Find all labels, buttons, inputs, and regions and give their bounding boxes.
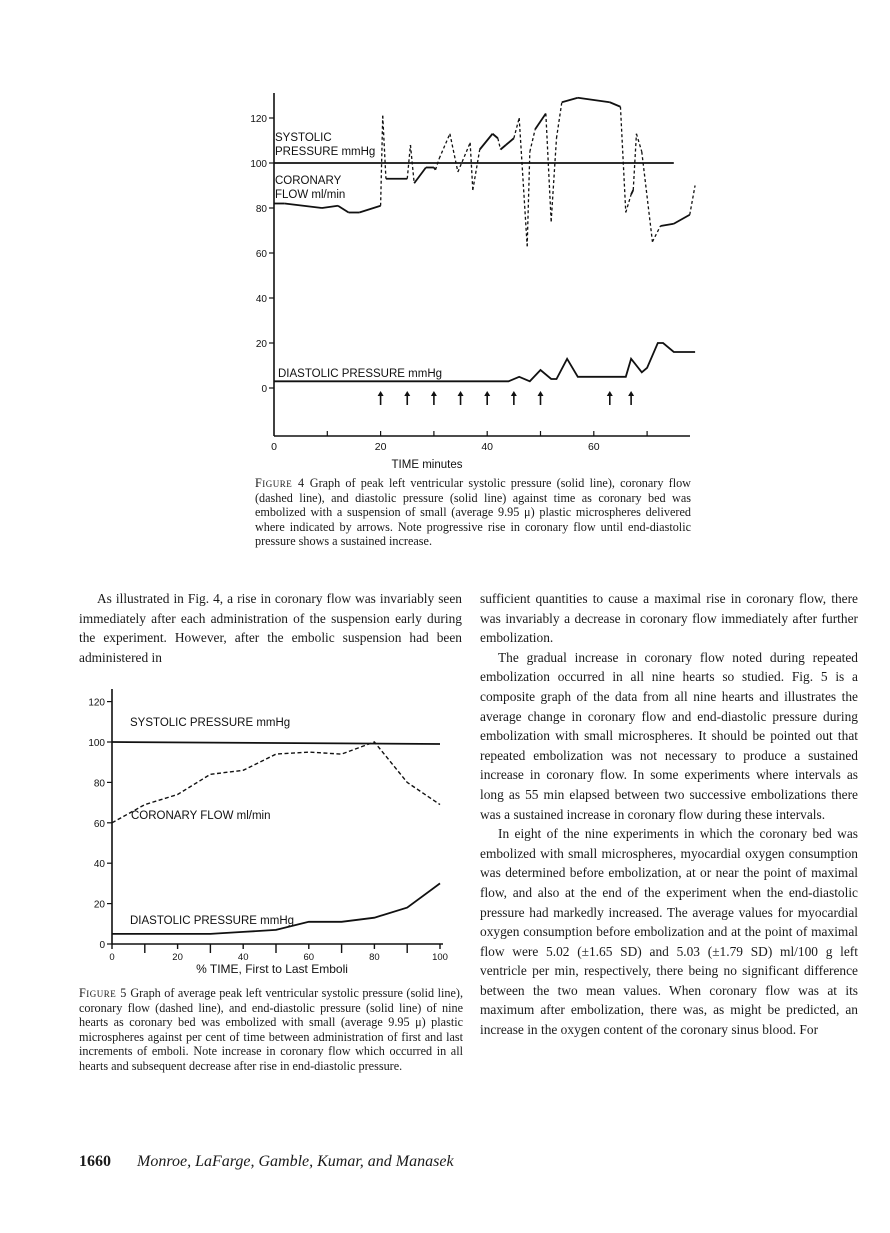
- coronary-flow-segment: [414, 168, 426, 184]
- left-paragraph-1: As illustrated in Fig. 4, a rise in coronary flow was invariably seen immediately after each administration of the suspension early during the experiment. However, after the embolic suspension had been administered in: [79, 591, 462, 665]
- left-column-text: [79, 589, 462, 667]
- figure-5-chart: [72, 675, 467, 980]
- embolization-arrow-head: [628, 391, 634, 396]
- coronary-flow-segment: [562, 98, 578, 103]
- embolization-arrow-head: [607, 391, 613, 396]
- coronary-flow-segment: [631, 190, 633, 195]
- embolization-arrow-head: [538, 391, 544, 396]
- x-tick-label: 60: [587, 441, 600, 453]
- right-paragraph-1: sufficient quantities to cause a maximal rise in coronary flow, there was invariably a decrease in coronary flow immediately after further embolization.: [480, 591, 858, 646]
- figure-5-caption-label: Figure 5: [79, 986, 127, 1000]
- coronary-flow-segment: [338, 206, 349, 213]
- coronary-flow-segment: [527, 152, 530, 247]
- coronary-flow-segment: [322, 206, 338, 208]
- x-tick-label: 40: [481, 441, 494, 453]
- figure-4-flow-label-line-1: CORONARY: [275, 175, 342, 187]
- coronary-flow-segment: [551, 138, 556, 221]
- coronary-flow-segment: [381, 116, 383, 206]
- y-tick-label: 100: [88, 738, 105, 749]
- running-authors: Monroe, LaFarge, Gamble, Kumar, and Manasek: [137, 1153, 454, 1170]
- figure-4-series: [274, 98, 695, 382]
- y-tick-label: 80: [255, 204, 267, 215]
- embolization-arrow-head: [378, 391, 384, 396]
- y-tick-label: 60: [255, 249, 267, 260]
- embolization-arrow-head: [511, 391, 517, 396]
- coronary-flow-segment: [519, 118, 527, 246]
- figure-5-diastolic-label: DIASTOLIC PRESSURE mmHg: [130, 915, 295, 927]
- y-tick-label: 40: [255, 294, 267, 305]
- coronary-flow-segment: [407, 145, 410, 179]
- right-paragraph-3: In eight of the nine experiments in which the coronary bed was embolized with small microspheres, myocardial oxygen consumption was determined before embolization, at or near the point of maximal flow, and also at the end of the experiment when the end-diastolic pressure had markedly increased. The average values for myocardial oxygen consumption before embolization and at the point of maximal flow were 5.02 (±1.65 SD) and 5.03 (±1.79 SD) ml/100 g left ventricle per min, respectively, there being no significant difference between the two mean values. When coronary flow was at its maximum after embolization, there was, as might be predicted, an increase in the oxygen content of the coronary sinus blood. For: [480, 826, 858, 1038]
- figure-4-diastolic-label: DIASTOLIC PRESSURE mmHg: [278, 368, 443, 380]
- y-tick-label: 40: [93, 859, 105, 871]
- figure-4-arrows: [378, 391, 635, 405]
- figure-4-caption-text: Graph of peak left ventricular systolic pressure (solid line), coronary flow (dashed line), and diastolic pressure (solid line) against time as coronary bed was embolized with a suspension of small (average 9.95 μ) plastic microspheres delivered where indicated by arrows. Note progressive rise in coronary flow until end-diastolic pressure shows a sustained increase.: [255, 476, 691, 549]
- coronary-flow-segment: [620, 107, 625, 213]
- coronary-flow-segment: [514, 118, 519, 138]
- coronary-flow-segment: [578, 98, 610, 103]
- coronary-flow-segment: [359, 206, 380, 213]
- figure-4-axes: [274, 93, 690, 436]
- coronary-flow-segment: [633, 134, 636, 190]
- y-tick-label: 60: [93, 818, 105, 830]
- coronary-flow-segment: [501, 145, 506, 150]
- coronary-flow-segment: [530, 129, 535, 152]
- coronary-flow-segment: [285, 204, 322, 209]
- x-tick-label: 80: [369, 952, 380, 963]
- embolization-arrow-head: [404, 391, 410, 396]
- coronary-flow-segment: [473, 150, 480, 191]
- coronary-flow-segment: [435, 159, 439, 170]
- coronary-flow-segment: [470, 143, 473, 190]
- y-tick-label: 120: [88, 697, 105, 709]
- figure-4-caption: [255, 476, 691, 549]
- figure-5-caption-text: Graph of average peak left ventricular systolic pressure (solid line), coronary flow (dashed line), and end-diastolic pressure (solid line) of nine hearts as coronary bed was embolized with small (average 9.95 μ) plastic microspheres against per cent of time between administration of first and last increments of emboli. Note increase in coronary flow which occurred in all hearts and subsequent decrease after rise in end-diastolic pressure.: [79, 986, 463, 1073]
- figure-5-flow-label: CORONARY FLOW ml/min: [131, 810, 271, 822]
- right-column-text: [480, 589, 858, 1040]
- x-tick-label: 20: [374, 441, 387, 453]
- coronary-flow-segment: [383, 116, 386, 179]
- x-tick-label: 60: [303, 952, 315, 963]
- y-tick-label: 20: [255, 339, 267, 350]
- x-tick-label: 0: [271, 441, 277, 453]
- x-tick-label: 40: [237, 952, 249, 963]
- embolization-arrow-head: [431, 391, 437, 396]
- coronary-flow-segment: [458, 143, 470, 172]
- coronary-flow-segment: [546, 114, 551, 222]
- coronary-flow-segment: [498, 138, 501, 149]
- y-tick-label: 80: [93, 778, 105, 790]
- coronary-flow-segment: [636, 134, 641, 152]
- coronary-flow-segment: [626, 195, 631, 213]
- figure-4-flow-label-line-2: FLOW ml/min: [275, 189, 346, 201]
- figure-4-chart: [240, 85, 710, 470]
- coronary-flow-segment: [535, 114, 546, 130]
- coronary-flow-segment: [450, 134, 458, 172]
- coronary-flow-segment: [506, 138, 514, 145]
- coronary-flow-segment: [690, 186, 695, 215]
- x-tick-label: 20: [172, 952, 183, 963]
- figure-4-systolic-label-line-1: SYSTOLIC: [275, 132, 332, 144]
- y-tick-label: 100: [250, 159, 267, 170]
- coronary-flow-segment: [652, 226, 660, 242]
- figure-5-systolic-label: SYSTOLIC PRESSURE mmHg: [130, 717, 291, 729]
- coronary-flow-segment: [493, 134, 498, 139]
- figure-4-x-axis-label: TIME minutes: [391, 459, 463, 470]
- y-tick-label: 0: [261, 384, 267, 395]
- coronary-flow-segment: [410, 145, 414, 183]
- y-tick-label: 120: [250, 114, 267, 125]
- coronary-flow-segment: [556, 102, 561, 138]
- coronary-flow-segment: [674, 215, 690, 224]
- coronary-flow-segment: [642, 152, 653, 242]
- figure-4-ticks: [250, 114, 647, 453]
- page-number: 1660: [79, 1153, 111, 1170]
- coronary-flow-segment: [610, 102, 621, 107]
- embolization-arrow-head: [458, 391, 464, 396]
- y-tick-label: 20: [93, 899, 105, 911]
- coronary-flow-segment: [660, 224, 673, 226]
- figure-5-x-axis-label: % TIME, First to Last Emboli: [196, 962, 348, 976]
- x-tick-label: 0: [109, 952, 115, 963]
- figure-5-caption: [79, 986, 463, 1074]
- embolization-arrow-head: [484, 391, 490, 396]
- figure-4-systolic-label-line-2: PRESSURE mmHg: [275, 146, 376, 158]
- coronary-flow-segment: [480, 134, 493, 150]
- right-paragraph-2: The gradual increase in coronary flow noted during repeated embolization occurred in all nine hearts so studied. Fig. 5 is a composite graph of the data from all nine hearts and illustrates the average change in coronary flow and end-diastolic pressure during embolization with small microspheres. It should be pointed out that repeated embolization was not necessary to produce a sustained increase in coronary flow. In some experiments where intervals as long as 55 min elapsed between two successive embolizations there was a sustained increase in coronary flow during these intervals.: [480, 649, 858, 822]
- figure-5-series: [112, 742, 440, 934]
- systolic-pressure-line: [112, 742, 440, 744]
- figure-4-caption-label: Figure 4: [255, 476, 305, 490]
- page-footer: [79, 1153, 859, 1171]
- y-tick-label: 0: [99, 940, 105, 951]
- coronary-flow-segment: [439, 134, 450, 159]
- x-tick-label: 100: [432, 952, 448, 963]
